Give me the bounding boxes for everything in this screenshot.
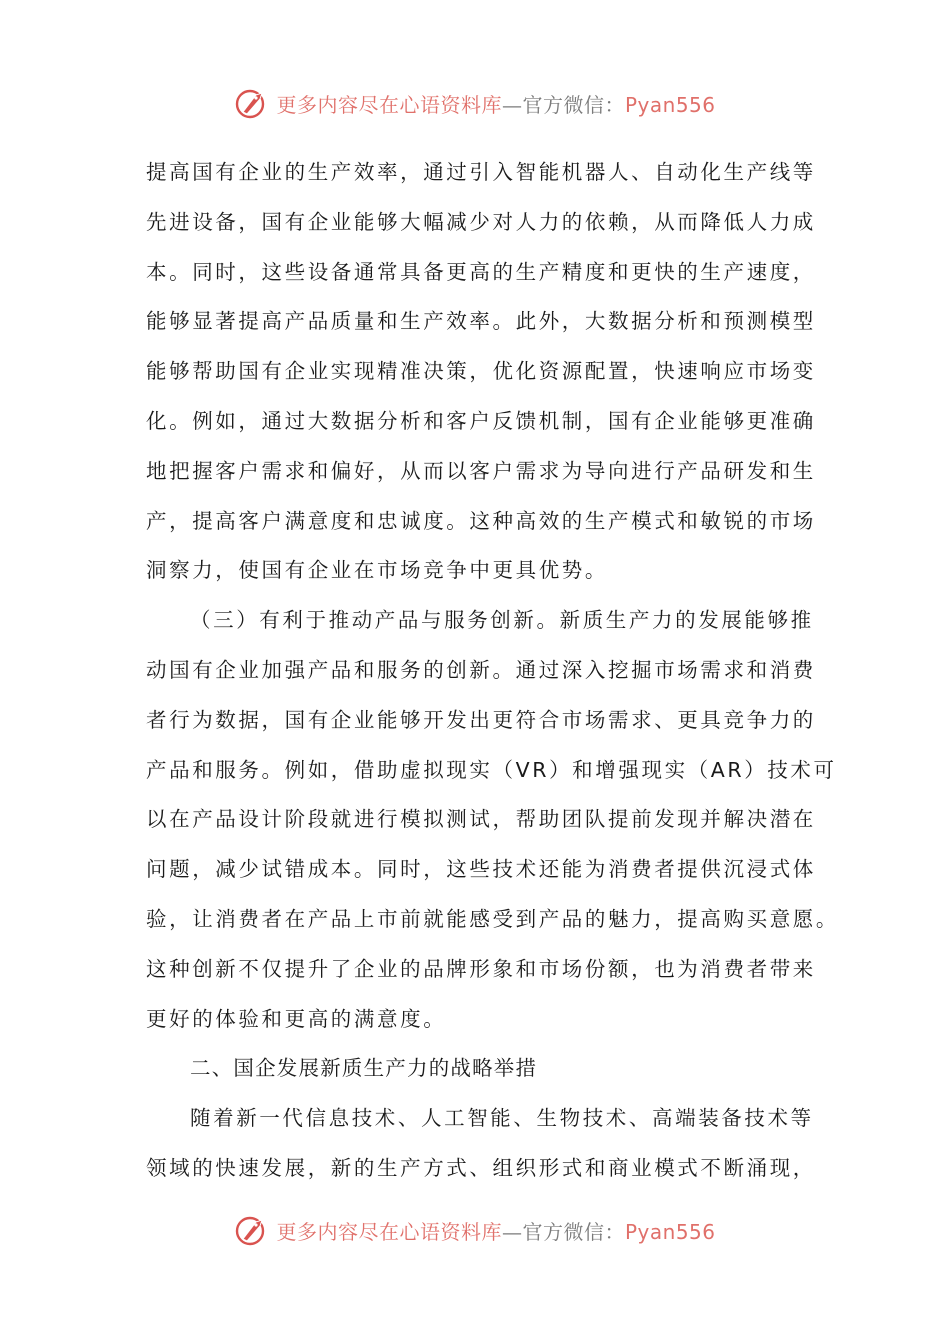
body-line: 产品和服务。例如，借助虚拟现实（VR）和增强现实（AR）技术可 [146,757,837,782]
watermark-official-label: 官方微信： [522,1219,625,1244]
body-line: 能够显著提高产品质量和生产效率。此外，大数据分析和预测模型 [146,309,816,334]
body-line: 提高国有企业的生产效率，通过引入智能机器人、自动化生产线等 [146,160,816,184]
watermark-separator: — [501,1219,523,1244]
paragraph-start-line: （三）有利于推动产品与服务创新。新质生产力的发展能够推 [190,608,814,633]
watermark-wechat-id: Pyan556 [624,1219,716,1244]
pen-nib-circle-icon [234,85,270,121]
watermark-official-label: 官方微信： [522,92,625,117]
body-line: 问题，减少试错成本。同时，这些技术还能为消费者提供沉浸式体 [146,857,816,882]
watermark-prefix: 更多内容尽在心语资料库 [276,1219,502,1244]
body-line: 先进设备，国有企业能够大幅减少对人力的依赖，从而降低人力成 [146,209,816,234]
body-line: 动国有企业加强产品和服务的创新。通过深入挖掘市场需求和消费 [146,657,816,682]
footer-watermark [0,1210,950,1250]
watermark-separator: — [501,92,523,117]
body-line: 化。例如，通过大数据分析和客户反馈机制，国有企业能够更准确 [146,408,816,433]
pen-nib-circle-icon [234,1212,270,1248]
body-line: 能够帮助国有企业实现精准决策，优化资源配置，快速响应市场变 [146,359,816,384]
header-watermark [0,83,950,123]
body-line: 验，让消费者在产品上市前就能感受到产品的魅力，提高购买意愿。 [146,906,839,931]
paragraph-start-line: 随着新一代信息技术、人工智能、生物技术、高端装备技术等 [190,1106,814,1131]
body-line: 洞察力，使国有企业在市场竞争中更具优势。 [146,558,608,583]
body-line: 更好的体验和更高的满意度。 [146,1006,447,1031]
watermark-wechat-id: Pyan556 [624,92,716,117]
body-line: 产，提高客户满意度和忠诚度。这种高效的生产模式和敏锐的市场 [146,508,816,533]
body-line: 这种创新不仅提升了企业的品牌形象和市场份额，也为消费者带来 [146,956,816,981]
section-heading: 二、国企发展新质生产力的战略举措 [190,1056,538,1081]
watermark-prefix: 更多内容尽在心语资料库 [276,92,502,117]
document-body [146,148,839,1194]
watermark-text [276,1216,715,1245]
body-line: 领域的快速发展，新的生产方式、组织形式和商业模式不断涌现， [146,1155,816,1180]
watermark-text [276,89,715,118]
body-line: 地把握客户需求和偏好，从而以客户需求为导向进行产品研发和生 [146,458,816,483]
body-line: 者行为数据，国有企业能够开发出更符合市场需求、更具竞争力的 [146,707,816,732]
body-line: 本。同时，这些设备通常具备更高的生产精度和更快的生产速度， [146,259,816,284]
body-line: 以在产品设计阶段就进行模拟测试，帮助团队提前发现并解决潜在 [146,807,816,832]
